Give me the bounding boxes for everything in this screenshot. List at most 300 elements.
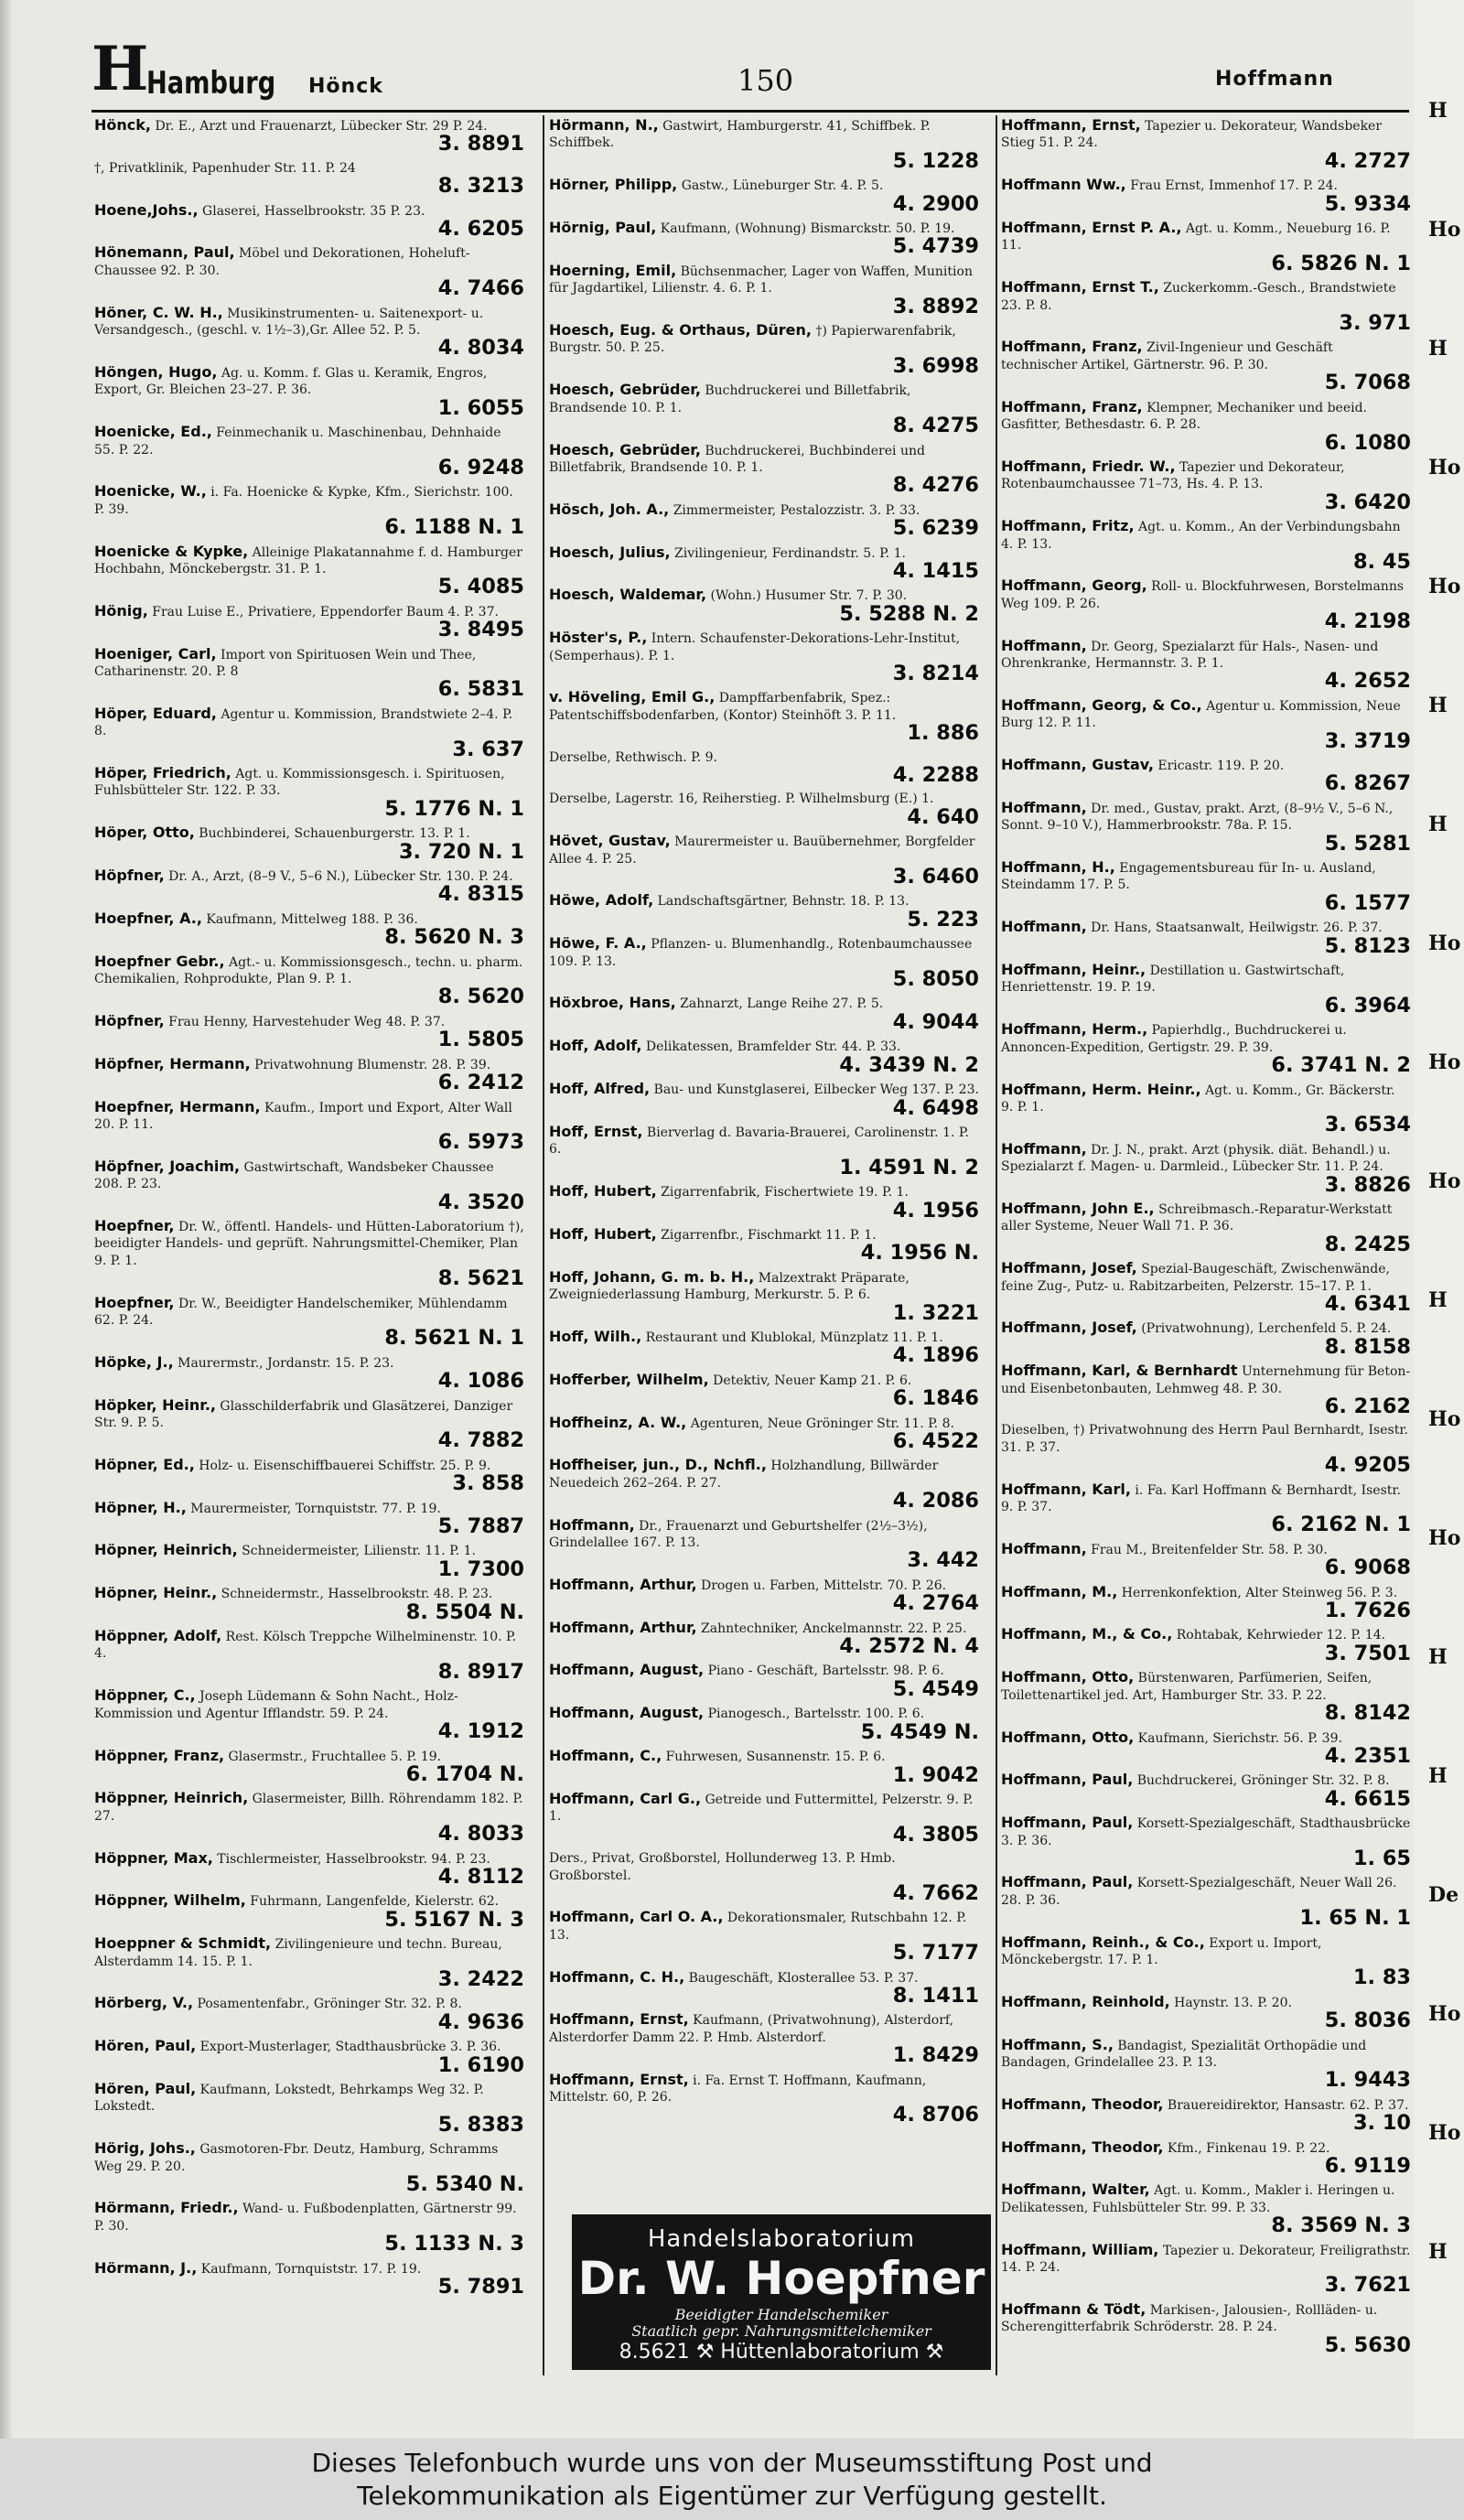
entry-name: Hönemann, Paul, — [94, 243, 235, 262]
phone-number: 3. 971 — [1339, 311, 1411, 336]
entry-details: Dr. Georg, Spezialarzt für Hals-, Nasen- und Ohrenkranke, Hermannstr. 3. P. 1. — [1001, 639, 1379, 671]
entry-details: Drogen u. Farben, Mittelstr. 70. P. 26. — [701, 1578, 947, 1593]
phone-number: 4. 8706 — [892, 2103, 979, 2127]
entry-details: Zimmermeister, Pestalozzistr. 3. P. 33. — [673, 502, 920, 518]
listing-entry — [94, 603, 524, 641]
listing-entry — [1001, 1772, 1411, 1810]
entry-details: Schreibmasch.-Reparatur-Werkstatt aller Systeme, Neuer Wall 71. P. 36. — [1001, 1201, 1393, 1234]
listing-entry — [1001, 1021, 1411, 1076]
entry-name: Hoffmann, Herm. Heinr., — [1001, 1080, 1201, 1098]
entry-name: Hoenicke, W., — [94, 482, 207, 501]
phone-number: 4. 1896 — [892, 1343, 979, 1368]
phone-number: 8. 8142 — [1324, 1701, 1411, 1726]
listing-entry — [94, 824, 524, 863]
phone-number: 4. 3805 — [892, 1822, 979, 1847]
entry-details: Musikinstrumenten- u. Saitenexport- u. Versandgesch., (geschl. v. 1½–3),Gr. Allee 52. P. 5. — [94, 306, 484, 339]
entry-name: Höpke, J., — [94, 1352, 174, 1371]
listing-entry — [94, 1892, 524, 1931]
entry-details: Kaufm., Import und Export, Alter Wall 20. P. 11. — [94, 1100, 512, 1132]
listing-entry — [549, 995, 979, 1033]
phone-number: 6. 9068 — [1324, 1556, 1411, 1580]
entry-name: Hoenicke & Kypke, — [94, 542, 249, 560]
phone-number: 3. 3719 — [1324, 728, 1411, 753]
entry-details: Bürstenwaren, Parfümerien, Seifen, Toilettenartikel jed. Art, Hamburger Str. 33. P. 22. — [1001, 1671, 1372, 1703]
entry-name: Hoffmann, Josef, — [1001, 1259, 1137, 1277]
entry-name: Höpner, H., — [94, 1498, 187, 1516]
adjacent-page-fragment: H — [1428, 1645, 1448, 1669]
entry-name: Hoene,Johs., — [94, 200, 199, 219]
entry-name: Hörmann, Friedr., — [94, 2199, 239, 2217]
entry-details: (Wohn.) Husumer Str. 7. P. 30. — [710, 588, 908, 604]
ad-subtitle: Beeidigter Handelschemiker — [674, 2306, 888, 2323]
adjacent-page-fragment: Ho — [1428, 2121, 1461, 2145]
column-divider — [996, 115, 997, 2375]
entry-name: Hoffmann, Ernst, — [549, 2070, 689, 2088]
phone-number: 4. 6498 — [892, 1095, 979, 1120]
listing-entry — [549, 1517, 979, 1572]
entry-name: Hoepfner, Hermann, — [94, 1097, 261, 1115]
entry-details: Kaufmann, Tornquiststr. 17. P. 19. — [200, 2261, 422, 2277]
phone-number: 3. 8214 — [892, 661, 979, 685]
entry-name: Höpfner, — [94, 867, 165, 885]
entry-details: Rest. Kölsch Treppche Wilhelminenstr. 10. P. 4. — [94, 1630, 517, 1662]
phone-number: 6. 1704 N. — [405, 1761, 524, 1786]
phone-number: 1. 5805 — [437, 1028, 524, 1052]
entry-details: Buchdruckerei und Billetfabrik, Brandsende 10. P. 1. — [549, 383, 911, 415]
entry-details: Papierhdlg., Buchdruckerei u. Annoncen-Expedition, Gertigstr. 29. P. 39. — [1001, 1023, 1347, 1055]
entry-name: Hoffmann, Carl O. A., — [549, 1908, 724, 1926]
phone-number: 4. 8033 — [437, 1822, 524, 1847]
phone-number: 4. 6615 — [1324, 1786, 1411, 1811]
listing-entry — [1001, 2037, 1411, 2092]
phone-number: 8. 5621 — [437, 1266, 524, 1291]
entry-details: i. Fa. Hoenicke & Kypke, Kfm., Sierichstr. 100. P. 39. — [94, 485, 513, 517]
entry-name: Hoffmann, Heinr., — [1001, 961, 1146, 979]
entry-details: Zigarrenfabrik, Fischertwiete 19. P. 1. — [661, 1185, 909, 1201]
listing-entry — [94, 1790, 524, 1845]
listing-entry — [1001, 1082, 1411, 1136]
listing-entry — [1001, 339, 1411, 393]
entry-name: Höwe, F. A., — [549, 934, 647, 953]
entry-details: Maurermstr., Jordanstr. 15. P. 23. — [178, 1355, 394, 1371]
entry-details: Buchdruckerei, Buchbinderei und Billetfabrik, Brandsende 10. P. 1. — [549, 443, 925, 475]
entry-details: Tapezier u. Dekorateur, Freiligrathstr. 14. P. 24. — [1001, 2243, 1411, 2276]
listing-entry — [94, 1935, 524, 1990]
phone-number: 4. 1956 — [892, 1198, 979, 1222]
entry-name: Hoff, Ernst, — [549, 1122, 643, 1140]
listing-entry — [549, 1705, 979, 1743]
phone-number: 6. 2162 N. 1 — [1271, 1513, 1411, 1537]
entry-details: Pflanzen- u. Blumenhandlg., Rotenbaumchaussee 109. P. 13. — [549, 937, 973, 969]
section-letter: H — [92, 33, 149, 104]
adjacent-page-fragment: H — [1428, 1288, 1448, 1312]
phone-number: 5. 5630 — [1324, 2332, 1411, 2357]
listing-entry — [94, 202, 524, 241]
footer-line-2: Telekommunikation als Eigentümer zur Verfügung gestellt. — [357, 2481, 1107, 2511]
phone-number: 6. 9248 — [437, 455, 524, 479]
entry-details: Tapezier und Dekorateur, Rotenbaumchaussee 71–73, Hs. 4. P. 13. — [1001, 459, 1345, 492]
adjacent-page-fragment: De — [1428, 1883, 1459, 1907]
phone-number: 3. 6460 — [892, 865, 979, 889]
listing-entry — [549, 1183, 979, 1222]
phone-number: 3. 6420 — [1324, 490, 1411, 514]
listing-entry — [549, 322, 979, 377]
phone-number: 6. 3741 N. 2 — [1271, 1053, 1411, 1078]
entry-name: Hoeppner & Schmidt, — [94, 1934, 272, 1953]
entry-name: Hoesch, Gebrüder, — [549, 381, 701, 399]
entry-details: Unternehmung für Beton- und Eisenbetonbauten, Lehmweg 48. P. 30. — [1001, 1364, 1411, 1396]
entry-name: Hoffmann, Ernst T., — [1001, 278, 1159, 296]
listing-entry — [1001, 859, 1411, 914]
entry-details: Möbel und Dekorationen, Hoheluft-Chaussee 92. P. 30. — [94, 246, 470, 278]
listing-entry — [1001, 1874, 1411, 1929]
phone-number: 5. 8123 — [1324, 933, 1411, 958]
phone-number: 6. 3964 — [1324, 993, 1411, 1018]
phone-number: 6. 9119 — [1324, 2154, 1411, 2179]
phone-number: 4. 2572 N. 4 — [839, 1634, 979, 1659]
phone-number: 6. 1188 N. 1 — [384, 515, 524, 540]
listing-entry — [1001, 2301, 1411, 2356]
phone-number: 4. 2086 — [892, 1489, 979, 1513]
phone-number: 4. 2288 — [892, 763, 979, 787]
entry-details: Export u. Import, Mönckebergstr. 17. P. 1. — [1001, 1935, 1322, 1967]
phone-number: 1. 7300 — [437, 1556, 524, 1581]
phone-number: 3. 10 — [1352, 2111, 1411, 2136]
listing-entry — [1001, 638, 1411, 693]
entry-name: Höxbroe, Hans, — [549, 994, 676, 1012]
listing-entry — [94, 646, 524, 701]
listing-entry — [94, 2038, 524, 2076]
entry-name: Höppner, Wilhelm, — [94, 1891, 246, 1910]
entry-name: Hofferber, Wilhelm, — [549, 1370, 709, 1388]
phone-number: 5. 4549 N. — [860, 1719, 979, 1744]
phone-number: 1. 3221 — [892, 1300, 979, 1325]
listing-entry — [1001, 177, 1411, 215]
entry-details: Dr. E., Arzt und Frauenarzt, Lübecker Str. 29 P. 24. — [155, 119, 488, 134]
phone-number: 1. 65 — [1352, 1846, 1411, 1870]
entry-details: Dr. Hans, Staatsanwalt, Heilwigstr. 26. P. 37. — [1091, 921, 1383, 936]
phone-number: 4. 2764 — [892, 1591, 979, 1616]
entry-details: Destillation u. Gastwirtschaft, Henriettenstr. 19. P. 19. — [1001, 964, 1345, 996]
entry-name: Hoffmann, Otto, — [1001, 1668, 1135, 1686]
phone-number: 8. 3569 N. 3 — [1271, 2213, 1411, 2238]
phone-number: 8. 5620 N. 3 — [384, 925, 524, 950]
phone-number: 4. 7662 — [892, 1880, 979, 1905]
entry-details: Dr. J. N., prakt. Arzt (physik. diät. Behandl.) u. Spezialarzt f. Magen- u. Darmleid., Lübecker Str. 11. P. 24. — [1001, 1142, 1391, 1175]
entry-name: Hoepfner, — [94, 1293, 175, 1311]
entry-name: Hoff, Wilh., — [549, 1327, 642, 1345]
entry-name: Höppner, C., — [94, 1686, 196, 1705]
entry-details: Spezial-Baugeschäft, Zwischenwände, feine Zug-, Putz- u. Rabitzarbeiten, Pelzerstr. 15–17. P. 1. — [1001, 1262, 1391, 1294]
entry-details: Fuhrmann, Langenfelde, Kielerstr. 62. — [250, 1894, 500, 1910]
phone-number: 5. 223 — [907, 907, 979, 932]
listing-entry — [1001, 2096, 1411, 2135]
phone-number: 5. 5167 N. 3 — [384, 1907, 524, 1932]
phone-number: 1. 6055 — [437, 395, 524, 420]
listing-entry — [1001, 279, 1411, 334]
listing-entry — [94, 867, 524, 906]
phone-number: 5. 8383 — [437, 2112, 524, 2137]
entry-name: Hoffmann, William, — [1001, 2240, 1159, 2258]
entry-name: Hoffmann, Karl, & Bernhardt — [1001, 1362, 1238, 1380]
phone-number: 6. 1080 — [1324, 430, 1411, 455]
adjacent-page-fragment: H — [1428, 337, 1448, 361]
listing-entry — [549, 2072, 979, 2127]
entry-details: Kaufmann, Mittelweg 188. P. 36. — [206, 911, 418, 927]
phone-number: 4. 640 — [907, 804, 979, 829]
listing-entry — [94, 1056, 524, 1094]
phone-number: 5. 9334 — [1324, 191, 1411, 216]
listing-entry — [94, 1158, 524, 1213]
entry-name: Hoffmann, Walter, — [1001, 2181, 1150, 2199]
phone-number: 3. 8892 — [892, 294, 979, 318]
phone-number: 3. 637 — [452, 737, 524, 761]
entry-name: Hoffmann, Herm., — [1001, 1020, 1148, 1039]
listing-entry — [1001, 220, 1411, 275]
entry-name: Hoffmann, Georg, — [1001, 576, 1147, 595]
entry-details: Gasmotoren-Fbr. Deutz, Hamburg, Schramms Weg 29. P. 20. — [94, 2142, 499, 2174]
advertisement-box — [572, 2214, 991, 2370]
entry-details: Agt. u. Komm., An der Verbindungsbahn 4. P. 13. — [1001, 520, 1401, 552]
listing-entry — [549, 1081, 979, 1119]
city-name: Hamburg — [146, 65, 276, 102]
listing-entry — [1001, 697, 1411, 752]
entry-name: Hoffmann, Georg, & Co., — [1001, 695, 1202, 714]
entry-details: Dieselben, †) Privatwohnung des Herrn Paul Bernhardt, Isestr. 31. P. 37. — [1001, 1423, 1408, 1455]
listing-entry — [94, 953, 524, 1008]
entry-details: Agt. u. Komm., Makler i. Heringen u. Delikatessen, Fuhlsbütteler Str. 99. P. 33. — [1001, 2183, 1395, 2215]
listing-entry — [94, 1397, 524, 1452]
entry-name: Hoepfner, A., — [94, 909, 202, 927]
listing-entry — [549, 749, 979, 787]
listing-entry — [549, 630, 979, 684]
entry-details: Kaufmann, Sierichstr. 56. P. 39. — [1137, 1730, 1342, 1746]
listing-entry — [549, 791, 979, 828]
entry-name: Höngen, Hugo, — [94, 362, 218, 381]
listing-entry — [94, 910, 524, 949]
adjacent-page-fragment: Ho — [1428, 456, 1461, 479]
entry-details: Joseph Lüdemann & Sohn Nacht., Holz- Kommission und Agentur Ifflandstr. 59. P. 24. — [94, 1689, 458, 1721]
listing-entry — [1001, 2242, 1411, 2297]
phone-number: 8. 5620 — [437, 985, 524, 1009]
listing-entry — [94, 1457, 524, 1495]
entry-name: Hoffmann, Otto, — [1001, 1728, 1135, 1746]
entry-details: Agentur u. Kommission, Neue Burg 12. P. 11. — [1001, 698, 1401, 731]
adjacent-page-fragment: Ho — [1428, 1526, 1461, 1550]
entry-details: Zivilingenieur, Ferdinandstr. 5. P. 1. — [674, 545, 906, 561]
phone-number: 6. 1846 — [892, 1386, 979, 1411]
phone-number: 5. 5281 — [1324, 831, 1411, 856]
adjacent-page-fragment: H — [1428, 1764, 1448, 1788]
entry-details: Bierverlag d. Bavaria-Brauerei, Carolinenstr. 1. P. 6. — [549, 1125, 969, 1158]
adjacent-page-fragment: Ho — [1428, 2002, 1461, 2026]
listing-entry — [94, 705, 524, 760]
listing-entry — [549, 1969, 979, 2008]
listing-entry — [1001, 1584, 1411, 1622]
phone-number: 3. 858 — [452, 1471, 524, 1496]
entry-details: Landschaftsgärtner, Behnstr. 18. P. 13. — [657, 894, 910, 910]
entry-details: Agt.- u. Kommissionsgesch., techn. u. pharm. Chemikalien, Rohprodukte, Plan 9. P. 1. — [94, 954, 523, 987]
adjacent-page-fragment: Ho — [1428, 575, 1461, 598]
entry-details: Import von Spirituosen Wein und Thee, Catharinenstr. 20. P. 8 — [94, 647, 477, 679]
listing-entry — [549, 501, 979, 540]
entry-details: Schneidermstr., Hasselbrookstr. 48. P. 23. — [221, 1587, 493, 1602]
phone-number: 4. 2198 — [1324, 609, 1411, 634]
entry-name: Hoffmann, Ernst, — [549, 2010, 689, 2029]
entry-name: Hoffheinz, A. W., — [549, 1413, 687, 1431]
adjacent-page-fragment: Ho — [1428, 218, 1461, 242]
entry-name: Hoffmann, Arthur, — [549, 1575, 697, 1593]
entry-name: Hoesch, Eug. & Orthaus, Düren, — [549, 321, 812, 339]
entry-name: Hoffmann, Friedr. W., — [1001, 457, 1176, 475]
phone-number: 3. 8495 — [437, 618, 524, 642]
entry-details: Buchdruckerei, Gröninger Str. 32. P. 8. — [1136, 1773, 1390, 1789]
phone-number: 4. 2351 — [1324, 1743, 1411, 1768]
phone-number: 5. 5340 N. — [405, 2172, 524, 2197]
listing-entry — [1001, 1729, 1411, 1768]
entry-name: Hoffmann, C. H., — [549, 1967, 685, 1986]
entry-details: (Privatwohnung), Lerchenfeld 5. P. 24. — [1141, 1321, 1392, 1337]
phone-number: 4. 9044 — [892, 1009, 979, 1034]
entry-name: Hörig, Johs., — [94, 2139, 196, 2158]
entry-name: Hörner, Philipp, — [549, 176, 678, 194]
entry-details: Zivilingenieure und techn. Bureau, Alsterdamm 14. 15. P. 1. — [94, 1937, 502, 1969]
phone-number: 4. 8315 — [437, 882, 524, 907]
listing-entry — [1001, 2181, 1411, 2236]
entry-name: Hoffmann, H., — [1001, 858, 1115, 877]
listing-entry — [94, 1354, 524, 1393]
entry-name: Hoepfner Gebr., — [94, 952, 225, 970]
entry-name: Höppner, Heinrich, — [94, 1789, 249, 1807]
phone-number: 8. 4275 — [892, 414, 979, 438]
phone-number: 8. 4276 — [892, 473, 979, 498]
entry-name: Hoffmann, August, — [549, 1704, 705, 1722]
entry-name: Höpker, Heinr., — [94, 1395, 216, 1414]
listing-entry — [1001, 1141, 1411, 1196]
entry-details: Zahntechniker, Anckelmannstr. 22. P. 25. — [701, 1621, 967, 1636]
listing-entry — [549, 1372, 979, 1410]
entry-details: Ders., Privat, Großborstel, Hollunderweg 13. P. Hmb. Großborstel. — [549, 1851, 896, 1883]
entry-name: Hoffmann, Karl, — [1001, 1480, 1131, 1498]
listing-entry — [1001, 117, 1411, 172]
adjacent-page-fragment: H — [1428, 813, 1448, 836]
phone-number: 5. 1228 — [892, 148, 979, 173]
entry-name: Hoffmann, — [549, 1515, 635, 1534]
listing-entry — [1001, 399, 1411, 454]
entry-details: Tapezier u. Dekorateur, Wandsbeker Stieg 51. P. 24. — [1001, 119, 1383, 151]
entry-name: Hoeniger, Carl, — [94, 644, 217, 662]
listing-entry — [549, 587, 979, 625]
phone-number: 5. 1776 N. 1 — [384, 796, 524, 821]
entry-details: Delikatessen, Bramfelder Str. 44. P. 33. — [645, 1039, 901, 1055]
phone-number: 6. 8267 — [1324, 771, 1411, 796]
entry-name: Hoffmann, — [1001, 1139, 1087, 1158]
phone-number: 5. 1133 N. 3 — [384, 2232, 524, 2256]
phone-number: 4. 1912 — [437, 1719, 524, 1744]
listing-entry — [549, 1226, 979, 1265]
adjacent-page-fragment: H — [1428, 694, 1448, 717]
entry-name: Hörmann, J., — [94, 2258, 198, 2277]
listing-entry — [94, 1748, 524, 1786]
entry-name: Höpfner, Hermann, — [94, 1054, 251, 1072]
listing-entry — [549, 220, 979, 258]
phone-number: 4. 1086 — [437, 1369, 524, 1394]
entry-details: i. Fa. Ernst T. Hoffmann, Kaufmann, Mittelstr. 60, P. 26. — [549, 2073, 927, 2105]
entry-details: Derselbe, Rethwisch. P. 9. — [549, 749, 718, 765]
phone-number: 6. 5826 N. 1 — [1271, 251, 1411, 275]
phone-number: 5. 4549 — [892, 1676, 979, 1701]
adjacent-page-fragment: Ho — [1428, 1050, 1461, 1074]
ad-phone-line: 8.5621 ⚒ Hüttenlaboratorium ⚒ — [619, 2341, 944, 2364]
phone-number: 6. 1577 — [1324, 890, 1411, 915]
listing-entry — [1001, 2139, 1411, 2178]
listing-entry — [549, 1415, 979, 1453]
entry-name: Hoffmann, Arthur, — [549, 1618, 697, 1636]
listing-entry — [1001, 757, 1411, 795]
listing-entry — [1001, 962, 1411, 1017]
entry-details: Buchbinderei, Schauenburgerstr. 13. P. 1. — [199, 826, 470, 842]
phone-number: 3. 2422 — [437, 1966, 524, 1991]
entry-details: Dr., Frauenarzt und Geburtshelfer (2½–3½), Grindelallee 167. P. 13. — [549, 1518, 928, 1551]
listing-entry — [549, 1038, 979, 1076]
phone-number: 1. 8429 — [892, 2043, 979, 2068]
entry-name: Höppner, Franz, — [94, 1746, 225, 1764]
phone-number: 6. 4522 — [892, 1429, 979, 1453]
phone-number: 5. 8050 — [892, 967, 979, 992]
entry-details: Export-Musterlager, Stadthausbrücke 3. P. 36. — [199, 2040, 501, 2055]
listing-entry — [549, 1329, 979, 1367]
entry-name: Höner, C. W. H., — [94, 303, 223, 321]
entry-details: Agt. u. Komm., Gr. Bäckerstr. 9. P. 1. — [1001, 1082, 1395, 1115]
entry-details: Frau M., Breitenfelder Str. 58. P. 30. — [1091, 1542, 1328, 1557]
phone-number: 4. 3439 N. 2 — [839, 1052, 979, 1077]
entry-name: Hoffmann, Carl G., — [549, 1789, 702, 1807]
listing-entry — [549, 1620, 979, 1658]
phone-number: 4. 9636 — [437, 2009, 524, 2034]
entry-name: Hoffmann Ww., — [1001, 176, 1126, 194]
entry-name: Hoesch, Julius, — [549, 543, 671, 561]
phone-number: 1. 7626 — [1324, 1599, 1411, 1623]
phone-number: 6. 2412 — [437, 1071, 524, 1095]
entry-name: Hoffmann, August, — [549, 1661, 705, 1679]
entry-name: Hörberg, V., — [94, 1994, 194, 2012]
entry-details: Getreide und Futtermittel, Pelzerstr. 9. P. 1. — [549, 1792, 974, 1825]
listing-column-1 — [94, 117, 524, 2302]
listing-entry — [549, 1269, 979, 1324]
listing-entry — [549, 2011, 979, 2066]
entry-name: Höper, Eduard, — [94, 704, 217, 722]
phone-number: 1. 886 — [907, 721, 979, 746]
entry-name: Hoffmann, John E., — [1001, 1199, 1155, 1217]
entry-details: Maurermeister u. Bauübernehmer, Borgfelder Allee 4. P. 25. — [549, 835, 975, 867]
phone-number: 4. 8034 — [437, 336, 524, 361]
entry-details: Agenturen, Neue Gröninger Str. 11. P. 8. — [690, 1416, 954, 1431]
entry-name: Hösch, Joh. A., — [549, 500, 670, 518]
entry-name: Hörnig, Paul, — [549, 219, 657, 237]
phone-number: 5. 7068 — [1324, 371, 1411, 395]
adjacent-page-fragment: Ho — [1428, 1169, 1461, 1193]
entry-name: Höpner, Ed., — [94, 1455, 195, 1473]
listing-entry — [549, 689, 979, 744]
entry-name: Höpner, Heinrich, — [94, 1541, 238, 1559]
phone-number: 4. 3520 — [437, 1190, 524, 1214]
entry-details: Zigarrenfbr., Fischmarkt 11. P. 1. — [661, 1227, 877, 1243]
entry-name: Höppner, Max, — [94, 1848, 213, 1867]
listing-entry — [549, 1124, 979, 1179]
phone-number: 8. 5621 N. 1 — [384, 1326, 524, 1351]
entry-details: Dr. W., Beeidigter Handelschemiker, Mühlendamm 62. P. 24. — [94, 1296, 508, 1328]
entry-details: Markisen-, Jalousien-, Rollläden- u. Scherengitterfabrik Schröderstr. 28. P. 24. — [1001, 2302, 1378, 2335]
